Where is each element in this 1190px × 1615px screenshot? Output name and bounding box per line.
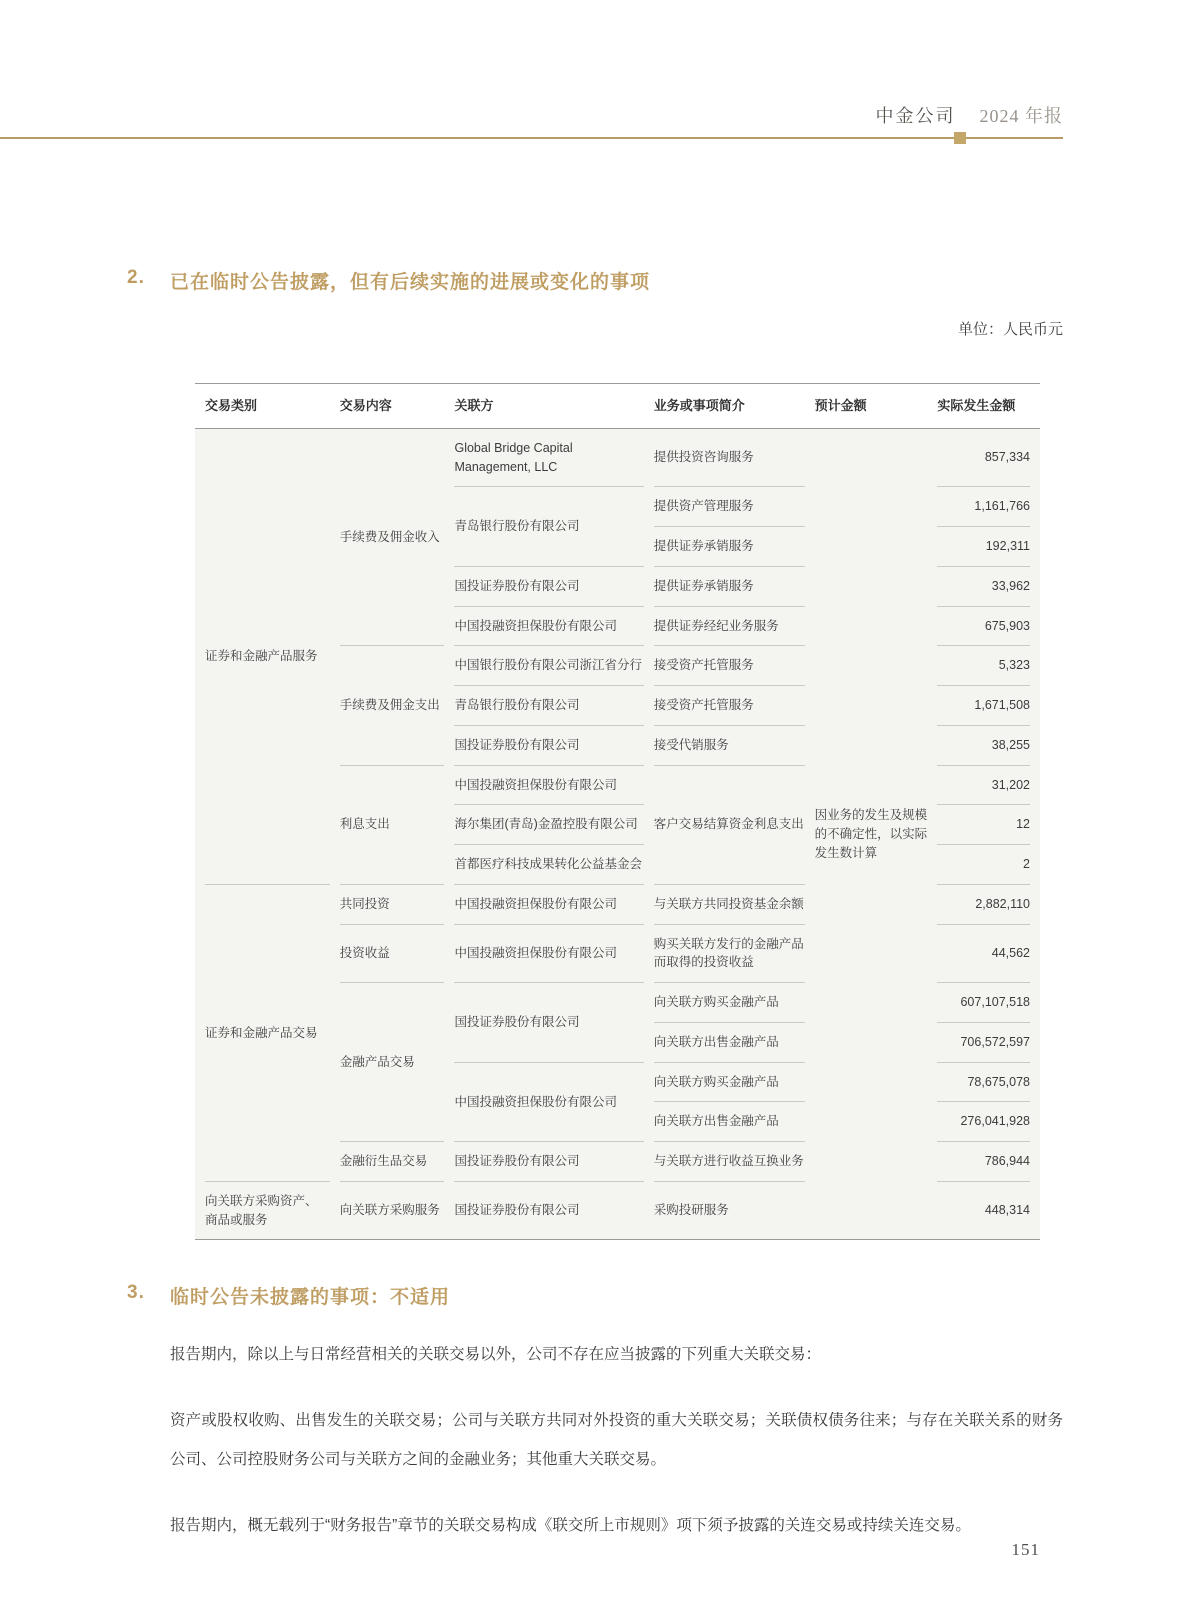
cell-related-party: 中国投融资担保股份有限公司 xyxy=(454,606,643,646)
cell-description: 向关联方购买金融产品 xyxy=(654,1062,805,1102)
cell-description: 提供证券承销服务 xyxy=(654,566,805,606)
cell-description: 提供证券经纪业务服务 xyxy=(654,606,805,646)
cell-related-party: 中国银行股份有限公司浙江省分行 xyxy=(454,645,643,685)
section-2-number: 2. xyxy=(127,267,145,288)
cell-amount: 1,671,508 xyxy=(937,685,1030,725)
table-row xyxy=(205,429,1030,487)
cell-category: 证券和金融产品服务 xyxy=(205,649,318,664)
cell-description: 采购投研服务 xyxy=(654,1181,805,1240)
cell-content: 向关联方采购服务 xyxy=(340,1181,445,1240)
cell-content: 利息支出 xyxy=(340,765,445,884)
cell-forecast: 因业务的发生及规模的不确定性，以实际发生数计算 xyxy=(814,808,928,860)
cell-related-party: 海尔集团(青岛)金盈控股有限公司 xyxy=(454,804,643,844)
cell-category: 证券和金融产品交易 xyxy=(205,884,330,1181)
cell-content: 投资收益 xyxy=(340,924,445,983)
report-year: 2024 年报 xyxy=(979,106,1063,126)
cell-amount: 276,041,928 xyxy=(937,1101,1030,1141)
cell-amount: 31,202 xyxy=(937,765,1030,805)
section-3-title: 临时公告未披露的事项：不适用 xyxy=(170,1287,451,1309)
table-body xyxy=(195,429,1040,1240)
cell-amount: 706,572,597 xyxy=(937,1022,1030,1062)
cell-amount: 78,675,078 xyxy=(937,1062,1030,1102)
company-name: 中金公司 xyxy=(875,106,956,126)
masthead xyxy=(127,102,1063,128)
cell-related-party: 中国投融资担保股份有限公司 xyxy=(454,924,643,983)
cell-related-party: Global Bridge Capital Management, LLC xyxy=(454,440,573,474)
section-3-heading xyxy=(127,1282,1063,1309)
column-header-content: 交易内容 xyxy=(339,398,392,413)
cell-description: 接受资产托管服务 xyxy=(654,685,805,725)
cell-amount: 857,334 xyxy=(984,450,1030,465)
paragraph-disclosure-scope: 报告期内，除以上与日常经营相关的关联交易以外，公司不存在应当披露的下列重大关联交易： xyxy=(170,1346,822,1364)
cell-description: 向关联方出售金融产品 xyxy=(654,1022,805,1062)
cell-content: 手续费及佣金支出 xyxy=(340,645,445,764)
section-2-heading xyxy=(127,267,1063,294)
cell-amount: 44,562 xyxy=(937,924,1030,983)
section-3-number: 3. xyxy=(127,1282,145,1304)
cell-description: 提供证券承销服务 xyxy=(654,526,805,566)
cell-description: 提供资产管理服务 xyxy=(654,486,805,526)
cell-category: 向关联方采购资产、商品或服务 xyxy=(205,1181,330,1240)
cell-amount: 675,903 xyxy=(937,606,1030,646)
section-2-title: 已在临时公告披露，但有后续实施的进展或变化的事项 xyxy=(170,272,651,293)
cell-amount: 38,255 xyxy=(937,725,1030,765)
column-header-category: 交易类别 xyxy=(205,398,258,413)
cell-related-party: 国投证券股份有限公司 xyxy=(454,1141,643,1181)
header-rule xyxy=(0,137,1063,139)
cell-amount: 448,314 xyxy=(937,1181,1030,1240)
cell-related-party: 青岛银行股份有限公司 xyxy=(454,685,643,725)
cell-related-party: 国投证券股份有限公司 xyxy=(454,566,643,606)
cell-related-party: 国投证券股份有限公司 xyxy=(454,1181,643,1240)
cell-description: 向关联方出售金融产品 xyxy=(654,1101,805,1141)
cell-amount: 1,161,766 xyxy=(937,486,1030,526)
cell-amount: 12 xyxy=(937,804,1030,844)
cell-description: 接受代销服务 xyxy=(654,725,805,765)
page-header xyxy=(0,0,1190,139)
cell-content: 金融产品交易 xyxy=(340,982,445,1141)
page-number: 151 xyxy=(1011,1540,1040,1559)
cell-amount: 192,311 xyxy=(937,526,1030,566)
table-header xyxy=(195,384,1040,429)
cell-related-party: 青岛银行股份有限公司 xyxy=(454,486,643,566)
column-header-actual-amount: 实际发生金额 xyxy=(937,398,1016,413)
cell-description: 购买关联方发行的金融产品而取得的投资收益 xyxy=(654,924,805,983)
cell-related-party: 中国投融资担保股份有限公司 xyxy=(454,765,643,805)
header-rule-square-icon xyxy=(954,132,966,144)
page-body xyxy=(0,267,1190,1545)
currency-unit-label: 单位：人民币元 xyxy=(957,321,1063,338)
cell-related-party: 国投证券股份有限公司 xyxy=(454,725,643,765)
cell-amount: 33,962 xyxy=(937,566,1030,606)
cell-related-party: 国投证券股份有限公司 xyxy=(454,982,643,1062)
cell-description: 接受资产托管服务 xyxy=(654,645,805,685)
column-header-related-party: 关联方 xyxy=(454,398,494,413)
related-party-transactions-table xyxy=(195,383,1040,1240)
cell-amount: 2,882,110 xyxy=(937,884,1030,924)
cell-description: 向关联方购买金融产品 xyxy=(654,982,805,1022)
cell-amount: 5,323 xyxy=(937,645,1030,685)
cell-content: 手续费及佣金收入 xyxy=(339,529,440,544)
paragraph-hkex-note: 报告期内，概无载列于“财务报告”章节的关联交易构成《联交所上市规则》项下须予披露的关连交易或持续关连交易。 xyxy=(170,1516,971,1534)
paragraph-transaction-types: 资产或股权收购、出售发生的关联交易；公司与关联方共同对外投资的重大关联交易；关联债权债务往来；与存在关联关系的财务公司、公司控股财务公司与关联方之间的金融业务；其他重大关联交易。 xyxy=(170,1411,1063,1469)
cell-amount: 2 xyxy=(937,844,1030,884)
cell-description: 与关联方共同投资基金余额 xyxy=(654,884,805,924)
cell-description: 与关联方进行收益互换业务 xyxy=(654,1141,805,1181)
cell-amount: 786,944 xyxy=(937,1141,1030,1181)
cell-description: 客户交易结算资金利息支出 xyxy=(654,765,805,884)
cell-amount: 607,107,518 xyxy=(937,982,1030,1022)
cell-related-party: 首都医疗科技成果转化公益基金会 xyxy=(454,844,643,884)
cell-related-party: 中国投融资担保股份有限公司 xyxy=(454,884,643,924)
cell-content: 金融衍生品交易 xyxy=(340,1141,445,1181)
column-header-forecast: 预计金额 xyxy=(814,398,867,413)
cell-description: 提供投资咨询服务 xyxy=(653,450,754,465)
cell-content: 共同投资 xyxy=(340,884,445,924)
column-header-description: 业务或事项简介 xyxy=(653,398,745,413)
cell-related-party: 中国投融资担保股份有限公司 xyxy=(454,1062,643,1142)
